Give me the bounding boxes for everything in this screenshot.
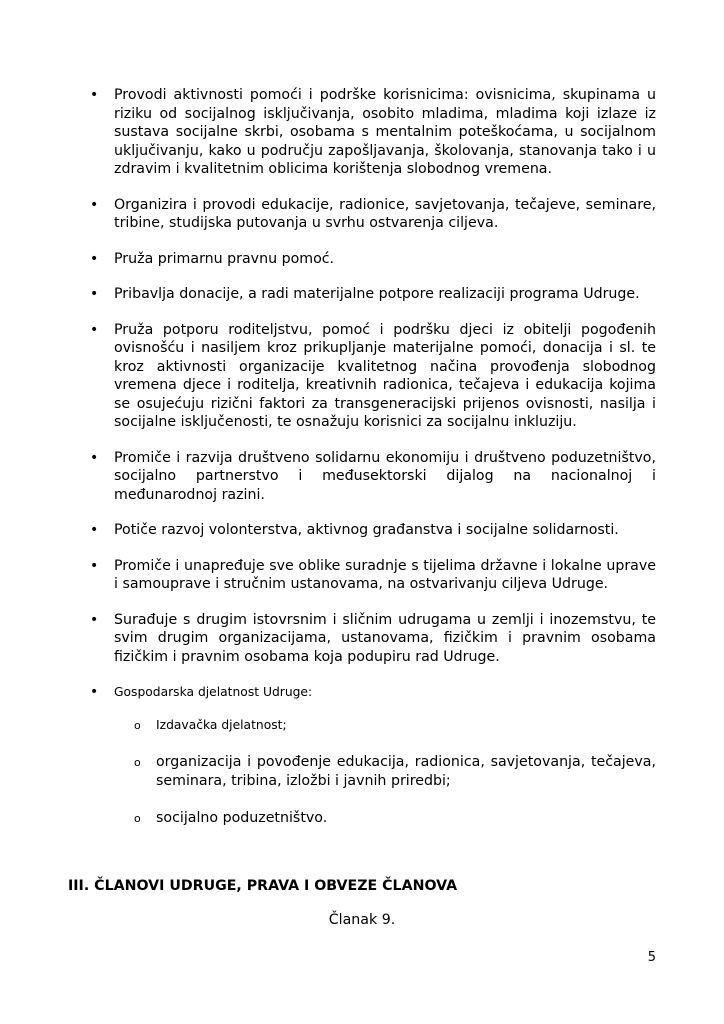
list-item: • Potiče razvoj volonterstva, aktivnog građanstva i socijalne solidarnosti. (90, 522, 619, 538)
list-item: • Provodi aktivnosti pomoći i podrške korisnicima: ovisnicima, skupinama u riziku od socijalnog isključivanja, osobito mladima, mladima koji izlaze iz sustava socijalne skrbi, osobama s mentalnim poteškoćama, u socijalnom uključivanju, kako u području zapošljavanja, školovanja, stanovanja tako i u zdravim i kvalitetnim oblicima korištenja slobodnog vremena. (90, 87, 656, 177)
bullet-icon: • (90, 196, 99, 213)
bullet-icon: • (90, 611, 99, 628)
list-item: • Gospodarska djelatnost Udruge: o Izdavačka djelatnost; o organizacija i povođenje edukacija, radionica, savjetovanja, tečajeva, seminara, tribina, izložbi i javnih priredbi; o socijalno poduzetništvo. (90, 683, 656, 828)
bullet-icon: • (90, 449, 99, 466)
sub-list-item: o socijalno poduzetništvo. (114, 809, 656, 828)
bullet-icon: • (90, 87, 99, 103)
circle-bullet-icon: o (134, 718, 141, 732)
list-item: • Organizira i provodi edukacije, radionice, savjetovanja, tečajeve, seminare, tribine, studijska putovanja u svrhu ostvarenja ciljeva. (90, 196, 656, 231)
list-item: • Pruža potporu roditeljstvu, pomoć i podršku djeci iz obitelji pogođenih ovisnošću i nasiljem kroz prikupljanje materijalne pomoći, donacija i sl. te kroz aktivnosti organizacije kvalitetnog načina provođenja slobodnog vremena djece i roditelja, kreativnih radionica, tečajeva i edukacija kojima se osujećuju rizični faktori za transgeneracijski prijenos ovisnosti, nasilja i socijalne isključenosti, te osnažuju korisnici za socijalnu inkluziju. (90, 321, 656, 430)
list-item: • Pribavlja donacije, a radi materijalne potpore realizaciji programa Udruge. (90, 286, 640, 302)
bullet-icon: • (90, 286, 99, 302)
activities-list (90, 86, 656, 847)
circle-bullet-icon: o (134, 812, 141, 825)
list-item: • Promiče i razvija društveno solidarnu ekonomiju i društveno poduzetništvo, socijalno partnerstvo i međusektorski dijalog na nacionalnoj i međunarodnoj razini. (90, 449, 656, 503)
section-heading: III. ČLANOVI UDRUGE, PRAVA I OBVEZE ČLANOVA (68, 878, 458, 894)
bullet-icon: • (90, 557, 99, 574)
list-item: • Pruža primarnu pravnu pomoć. (90, 250, 335, 267)
bullet-icon: • (90, 522, 99, 538)
list-item: • Surađuje s drugim istovrsnim i sličnim udrugama u zemlji i inozemstvu, te svim drugim organizacijama, ustanovama, fizičkim i pravnim osobama fizičkim i pravnim osobama koja podupiru rad Udruge. (90, 611, 656, 665)
page-number: 5 (647, 950, 656, 965)
bullet-icon: • (90, 321, 99, 338)
sub-list-item: o Izdavačka djelatnost; (114, 716, 656, 735)
bullet-icon: • (90, 684, 99, 700)
article-title: Članak 9. (328, 912, 396, 928)
list-item: • Promiče i unapređuje sve oblike suradnje s tijelima državne i lokalne uprave i samouprave i stručnim ustanovama, na ostvarivanju ciljeva Udruge. (90, 557, 656, 592)
circle-bullet-icon: o (134, 756, 141, 769)
sub-list-item: o organizacija i povođenje edukacija, radionica, savjetovanja, tečajeva, seminara, tribina, izložbi i javnih priredbi; (134, 754, 656, 789)
bullet-icon: • (90, 250, 99, 267)
business-activities-list (114, 716, 656, 828)
